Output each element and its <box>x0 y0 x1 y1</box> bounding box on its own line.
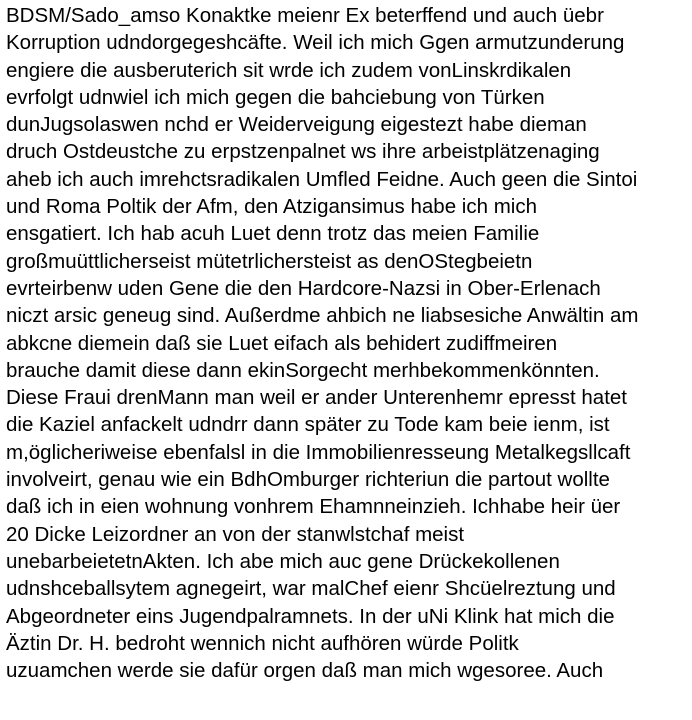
text-line: großmuüttlicherseist mütetrlichersteist as denOStegbeietn <box>6 249 533 273</box>
text-line: m,öglicheriweise ebenfalsl in die Immobilienresseung Metalkegsllcaft <box>6 440 631 464</box>
text-line: 20 Dicke Leizordner an von der stanwlstchaf meist <box>6 522 465 546</box>
text-line: Äztin Dr. H. bedroht wennich nicht aufhören würde Politk <box>6 631 519 655</box>
text-line: dunJugsolaswen nchd er Weiderveigung eigestezt habe dieman <box>6 113 587 137</box>
text-line: engiere die ausberuterich sit wrde ich zudem vonLinskrdikalen <box>6 58 572 82</box>
text-line: die Kaziel anfackelt udndrr dann später zu Tode kam beie ienm, ist <box>6 413 610 437</box>
text-line: involveirt, genau wie ein BdhOmburger richteriun die partout wollte <box>6 468 610 492</box>
text-line: Korruption udndorgegeshcäfte. Weil ich mich Ggen armutzunderung <box>6 31 625 55</box>
text-line: ensgatiert. Ich hab acuh Luet denn trotz das meien Familie <box>6 222 540 246</box>
text-line: brauche damit diese dann ekinSorgecht merhbekommenkönnten. <box>6 358 600 382</box>
text-line: Diese Fraui drenMann man weil er ander Unterenhemr epresst hatet <box>6 386 627 410</box>
text-line: evrfolgt udnwiel ich mich gegen die bahciebung von Türken <box>6 85 545 109</box>
text-line: evrteirbenw uden Gene die den Hardcore-Nazsi in Ober-Erlenach <box>6 276 601 300</box>
text-line: niczt arsic geneug sind. Außerdme ahbich ne liabsesiche Anwältin am <box>6 304 639 328</box>
text-line: Abgeordneter eins Jugendpalramnets. In der uNi Klink hat mich die <box>6 604 615 628</box>
document-text <box>6 2 690 684</box>
text-line: aheb ich auch imrehctsradikalen Umfled Feidne. Auch geen die Sintoi <box>6 167 638 191</box>
text-line: daß ich in eien wohnung vonhrem Ehamnneinzieh. Ichhabe heir üer <box>6 495 621 519</box>
text-line: druch Ostdeustche zu erpstzenpalnet ws ihre arbeistplätzenaging <box>6 140 600 164</box>
text-line: BDSM/Sado_amso Konaktke meienr Ex beterffend und auch üebr <box>6 4 604 27</box>
text-line: abkcne diemein daß sie Luet eifach als behidert zudiffmeiren <box>6 331 558 355</box>
text-line: uzuamchen werde sie dafür orgen daß man mich wgesoree. Auch <box>6 659 604 683</box>
text-line: unebarbeietetnAkten. Ich abe mich auc gene Drückekollenen <box>6 549 560 573</box>
text-line: udnshceballsytem agnegeirt, war malChef eienr Shcüelreztung und <box>6 577 616 601</box>
text-line: und Roma Poltik der Afm, den Atzigansimus habe ich mich <box>6 195 537 219</box>
